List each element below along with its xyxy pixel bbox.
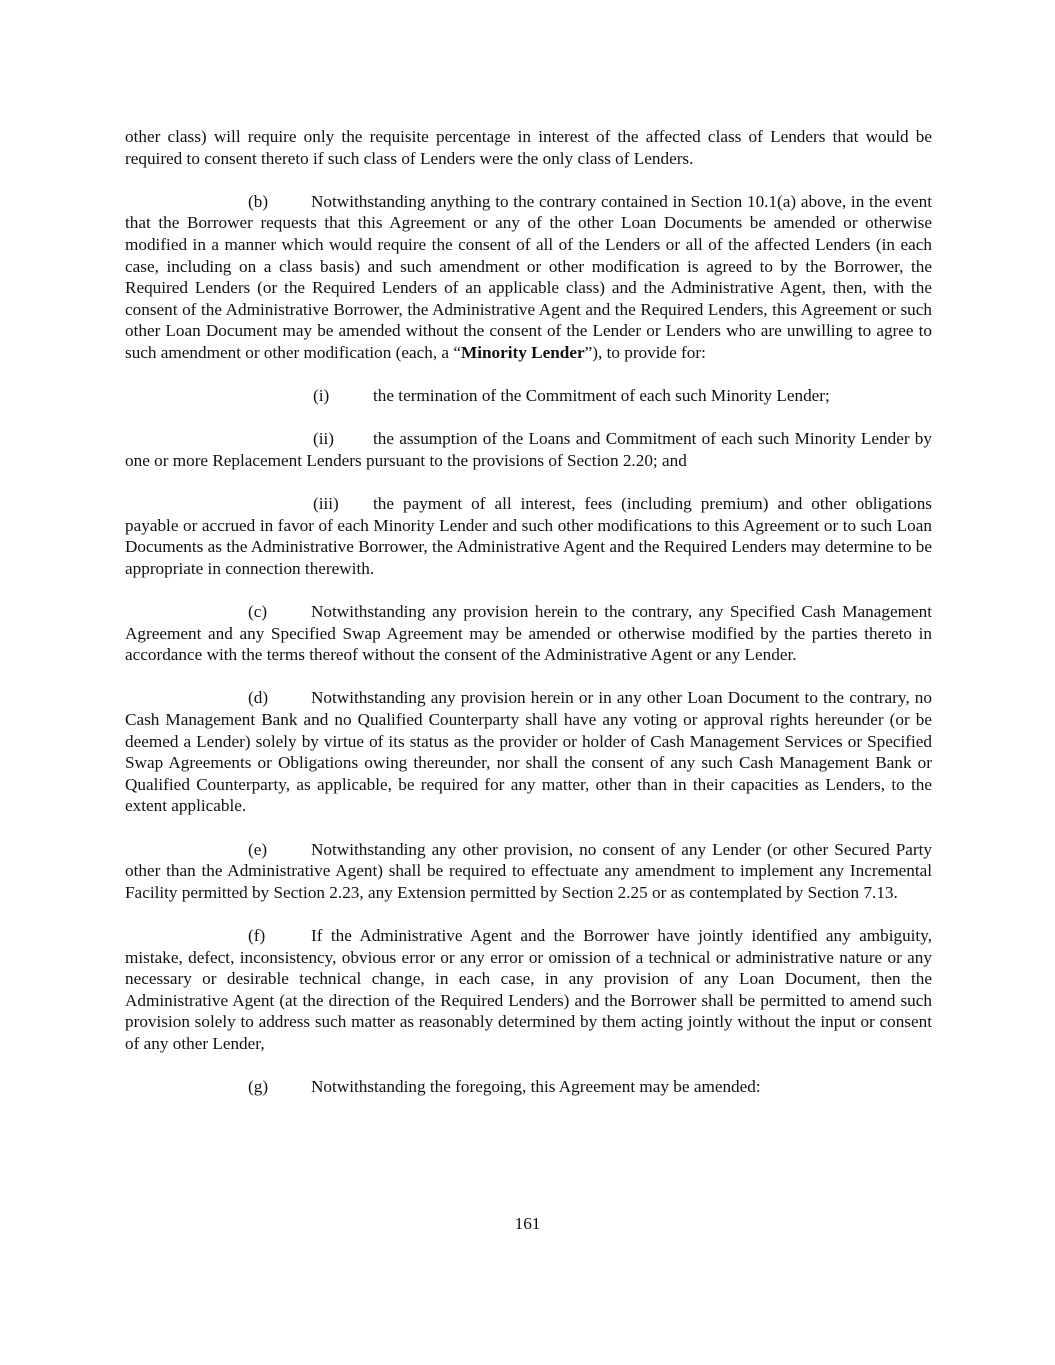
document-page [125, 126, 932, 1119]
clause-d [125, 687, 932, 817]
clause-g-label: (g) [248, 1077, 269, 1097]
clause-b [125, 191, 932, 364]
clause-f-label: (f) [248, 925, 266, 945]
intro-paragraph: other class) will require only the requisite percentage in interest of the affected class of Lenders that would be required to consent thereto if such class of Lenders were the only class of Lenders. [125, 127, 932, 168]
clause-ii-label: (ii) [313, 429, 334, 449]
clause-b-iii [125, 493, 932, 579]
clause-c-label: (c) [248, 602, 268, 622]
clause-e [125, 839, 932, 904]
clause-g [125, 1076, 932, 1098]
clause-c [125, 601, 932, 666]
clause-f [125, 925, 932, 1055]
defined-term-minority-lender: Minority Lender [460, 342, 585, 362]
clause-d-label: (d) [248, 688, 269, 708]
clause-c-text: Notwithstanding any provision herein to the contrary, any Specified Cash Management Agreement and any Specified Swap Agreement may be amended or otherwise modified by the parties thereto in accordance with the terms thereof without the consent of the Administrative Agent or any Lender. [125, 602, 932, 665]
clause-b-ii [125, 428, 932, 471]
clause-b-i [125, 385, 932, 407]
clause-b-label: (b) [248, 191, 269, 211]
clause-b-text-end: ”), to provide for: [584, 342, 706, 362]
clause-b-text: Notwithstanding anything to the contrary contained in Section 10.1(a) above, in the event that the Borrower requests that this Agreement or any of the other Loan Documents be amended or otherwise modified in a manner which would require the consent of all of the Lenders or all of the affected Lenders (in each case, including on a class basis) and such amendment or other modification is agreed to by the Borrower, the Required Lenders (or the Required Lenders of an applicable class) and the Administrative Agent, then, with the consent of the Administrative Borrower, the Administrative Agent and the Required Lenders, this Agreement or such other Loan Document may be amended without the consent of the Lender or Lenders who are unwilling to agree to such amendment or other modification (each, a “ [125, 191, 932, 362]
clause-f-text: If the Administrative Agent and the Borrower have jointly identified any ambiguity, mistake, defect, inconsistency, obvious error or any error or omission of a technical or administrative nature or any necessary or desirable technical change, in each case, in any provision of any Loan Document, then the Administrative Agent (at the direction of the Required Lenders) and the Borrower shall be permitted to amend such provision solely to address such matter as reasonably determined by them acting jointly without the input or consent of any other Lender, [125, 925, 932, 1053]
clause-e-label: (e) [248, 839, 268, 859]
page-number: 161 [514, 1214, 541, 1233]
clause-g-text: Notwithstanding the foregoing, this Agreement may be amended: [311, 1077, 761, 1097]
clause-i-text: the termination of the Commitment of each such Minority Lender; [373, 386, 830, 406]
clause-iii-label: (iii) [313, 494, 339, 514]
clause-e-text: Notwithstanding any other provision, no consent of any Lender (or other Secured Party other than the Administrative Agent) shall be required to effectuate any amendment to implement any Incremental Facility permitted by Section 2.23, any Extension permitted by Section 2.25 or as contemplated by Section 7.13. [125, 839, 932, 902]
clause-iii-text: the payment of all interest, fees (including premium) and other obligations payable or accrued in favor of each Minority Lender and such other modifications to this Agreement or to such Loan Documents as the Administrative Borrower, the Administrative Agent and the Required Lenders may determine to be appropriate in connection therewith. [125, 494, 932, 578]
clause-i-label: (i) [313, 386, 330, 406]
clause-ii-text: the assumption of the Loans and Commitment of each such Minority Lender by one or more Replacement Lenders pursuant to the provisions of Section 2.20; and [125, 429, 932, 470]
clause-d-text: Notwithstanding any provision herein or in any other Loan Document to the contrary, no Cash Management Bank and no Qualified Counterparty shall have any voting or approval rights hereunder (or be deemed a Lender) solely by virtue of its status as the provider or holder of Cash Management Services or Specified Swap Agreements or Obligations owing thereunder, nor shall the consent of any such Cash Management Bank or Qualified Counterparty, as applicable, be required for any matter, other than in their capacities as Lenders, to the extent applicable. [125, 688, 932, 816]
